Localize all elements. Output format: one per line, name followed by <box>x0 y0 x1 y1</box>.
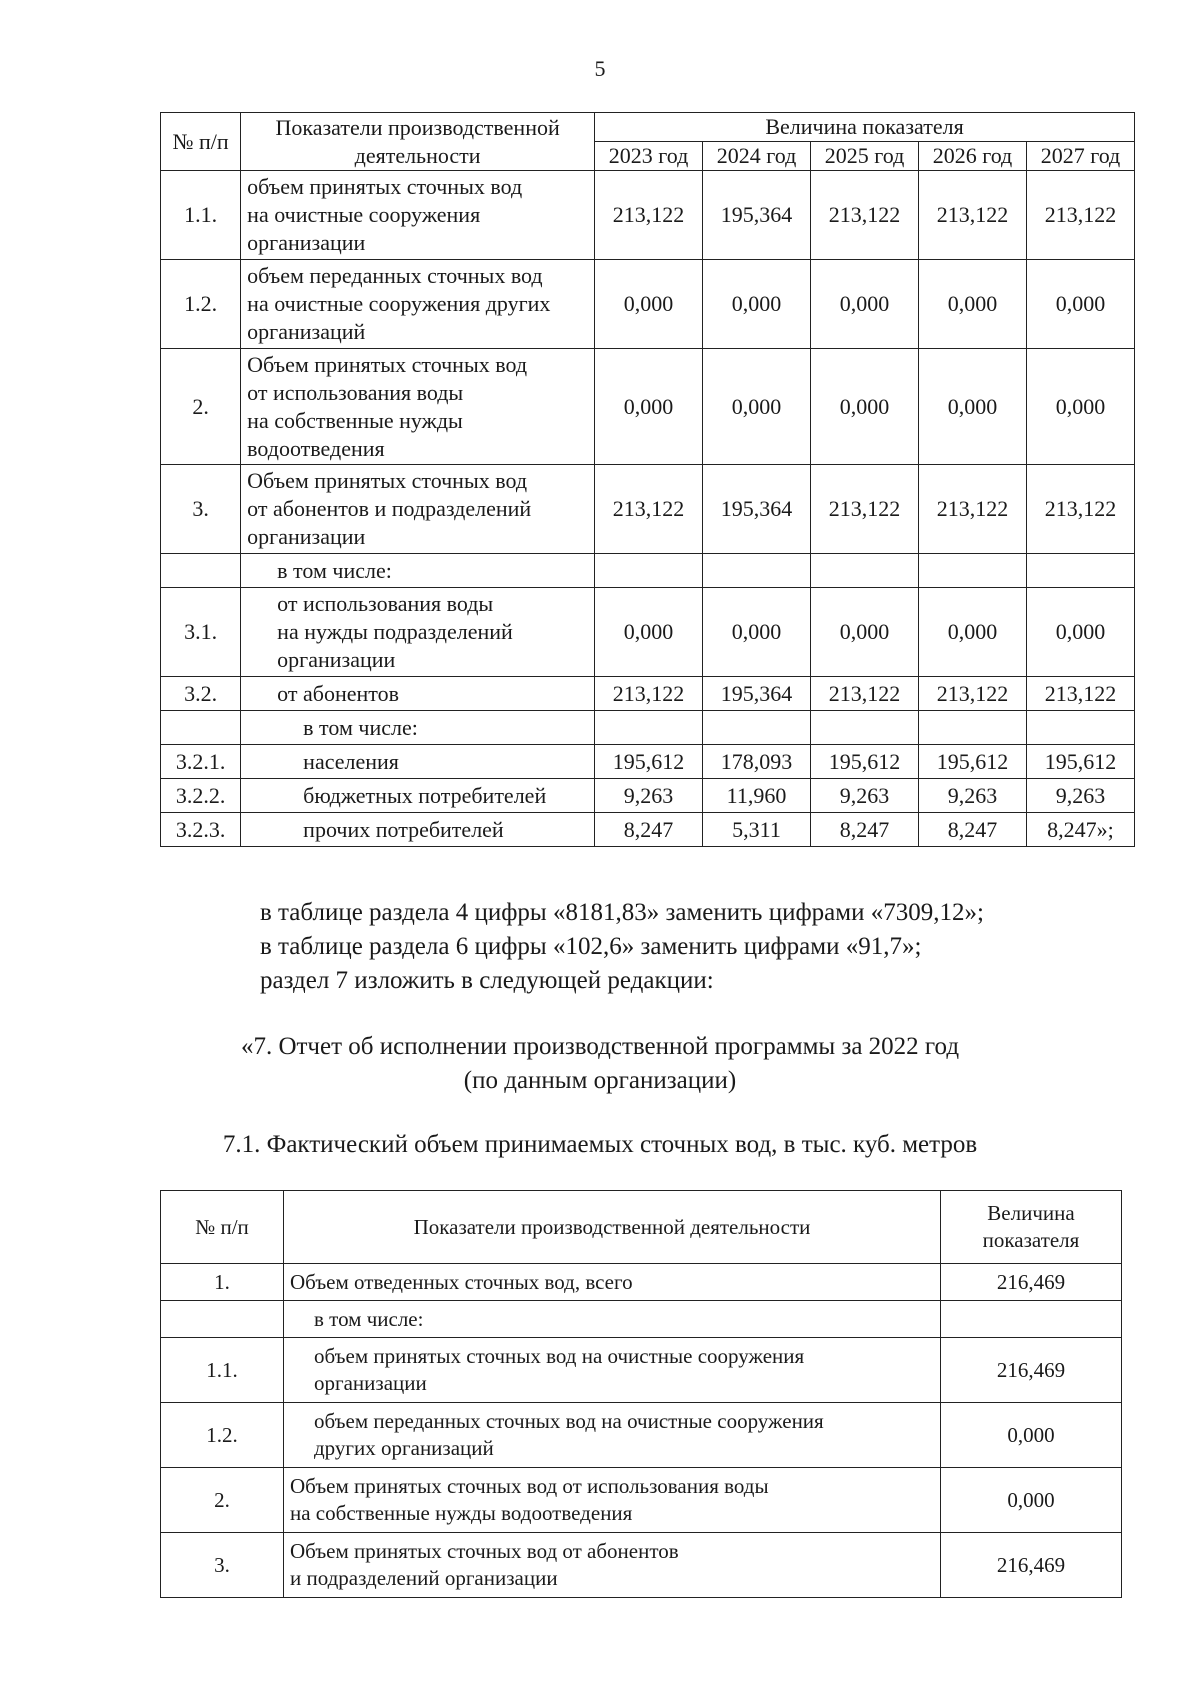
row-indicator <box>241 465 595 554</box>
row-value: 8,247 <box>595 813 703 847</box>
row-value: 9,263 <box>919 779 1027 813</box>
row-number: 3.2.3. <box>161 813 241 847</box>
indicator-line: объем принятых сточных вод на очистные сооружения <box>314 1344 805 1368</box>
indicator-line: в том числе: <box>314 1306 424 1331</box>
indicator-line: водоотведения <box>247 435 385 461</box>
row-number: 1.1. <box>161 171 241 260</box>
row-value <box>811 554 919 588</box>
row-value: 0,000 <box>941 1403 1122 1468</box>
row-value: 213,122 <box>1026 171 1134 260</box>
row-value: 9,263 <box>1026 779 1134 813</box>
column-header-indicator: Показатели производственной деятельности <box>284 1191 941 1264</box>
row-value: 195,612 <box>919 745 1027 779</box>
table-row <box>161 171 1135 260</box>
row-value <box>703 554 811 588</box>
row-value: 213,122 <box>595 677 703 711</box>
row-indicator <box>284 1468 941 1533</box>
row-value: 213,122 <box>919 677 1027 711</box>
indicator-line: в том числе: <box>303 714 418 740</box>
row-indicator <box>241 171 595 260</box>
row-value: 213,122 <box>919 171 1027 260</box>
row-value: 0,000 <box>703 588 811 677</box>
row-number: 1.2. <box>161 1403 284 1468</box>
row-value: 0,000 <box>919 260 1027 349</box>
column-header-year: 2027 год <box>1026 142 1134 171</box>
row-value: 195,364 <box>703 677 811 711</box>
table-header-row <box>161 113 1135 142</box>
indicator-line: Объем отведенных сточных вод, всего <box>290 1269 633 1294</box>
indicator-line: и подразделений организации <box>290 1566 558 1590</box>
row-value: 195,612 <box>811 745 919 779</box>
row-number: 3.1. <box>161 588 241 677</box>
row-value <box>941 1301 1122 1338</box>
row-value: 216,469 <box>941 1533 1122 1598</box>
indicator-line: от абонентов и подразделений <box>247 496 532 521</box>
table-row <box>161 1264 1122 1301</box>
row-value: 0,000 <box>919 349 1027 465</box>
row-value: 0,000 <box>1026 349 1134 465</box>
row-value: 9,263 <box>811 779 919 813</box>
row-value: 0,000 <box>595 588 703 677</box>
amendment-paragraph: в таблице раздела 6 цифры «102,6» заменить цифрами «91,7»; <box>260 933 922 960</box>
indicator-line: в том числе: <box>277 557 392 583</box>
indicator-line: других организаций <box>314 1436 494 1460</box>
table-row <box>161 588 1135 677</box>
row-number: 3. <box>161 1533 284 1598</box>
row-value: 0,000 <box>703 349 811 465</box>
row-value: 195,364 <box>703 465 811 554</box>
row-value: 11,960 <box>703 779 811 813</box>
indicator-line: прочих потребителей <box>303 816 504 842</box>
table-header-row <box>161 1191 1122 1264</box>
table-row <box>161 349 1135 465</box>
row-number: 2. <box>161 349 241 465</box>
row-value <box>595 554 703 588</box>
row-value: 0,000 <box>941 1468 1122 1533</box>
row-value: 213,122 <box>1026 677 1134 711</box>
row-indicator <box>284 1533 941 1598</box>
row-value: 0,000 <box>595 260 703 349</box>
row-value: 195,364 <box>703 171 811 260</box>
indicator-line: Объем принятых сточных вод от использования воды <box>290 1474 769 1498</box>
column-header-value-line: показателя <box>982 1228 1080 1252</box>
row-value: 195,612 <box>1026 745 1134 779</box>
indicator-line: от абонентов <box>277 680 399 706</box>
table-row <box>161 1301 1122 1338</box>
amendment-paragraph: раздел 7 изложить в следующей редакции: <box>260 967 714 994</box>
row-number: 3.2.1. <box>161 745 241 779</box>
indicator-line: объем принятых сточных вод <box>247 174 523 199</box>
column-header-year: 2026 год <box>919 142 1027 171</box>
row-indicator <box>241 677 595 711</box>
row-number: 1.1. <box>161 1338 284 1403</box>
row-value <box>919 711 1027 745</box>
row-indicator <box>241 779 595 813</box>
column-header-year: 2023 год <box>595 142 703 171</box>
indicator-line: Объем принятых сточных вод от абонентов <box>290 1539 679 1563</box>
row-value: 0,000 <box>811 349 919 465</box>
row-value: 8,247 <box>919 813 1027 847</box>
row-indicator <box>241 711 595 745</box>
row-number: 3. <box>161 465 241 554</box>
indicator-line: на очистные сооружения других <box>247 291 551 316</box>
indicator-line: от использования воды <box>277 591 494 616</box>
amendment-paragraph: в таблице раздела 4 цифры «8181,83» заменить цифрами «7309,12»; <box>260 899 984 926</box>
column-header-num: № п/п <box>161 113 241 171</box>
table-row <box>161 677 1135 711</box>
indicator-line: Объем принятых сточных вод <box>247 468 528 493</box>
row-value: 5,311 <box>703 813 811 847</box>
table-row <box>161 1533 1122 1598</box>
row-value <box>811 711 919 745</box>
table-row <box>161 1403 1122 1468</box>
table-row <box>161 465 1135 554</box>
row-indicator <box>241 554 595 588</box>
column-header-num: № п/п <box>161 1191 284 1264</box>
row-value: 0,000 <box>811 260 919 349</box>
table-row <box>161 779 1135 813</box>
row-value <box>919 554 1027 588</box>
row-value: 8,247 <box>811 813 919 847</box>
row-number: 3.2.2. <box>161 779 241 813</box>
column-header-year: 2025 год <box>811 142 919 171</box>
table-row <box>161 745 1135 779</box>
indicator-line: на собственные нужды водоотведения <box>290 1501 633 1525</box>
row-indicator <box>241 588 595 677</box>
row-number: 2. <box>161 1468 284 1533</box>
row-value: 8,247»; <box>1026 813 1134 847</box>
row-indicator <box>241 260 595 349</box>
indicator-line: от использования воды <box>247 379 464 405</box>
row-value: 213,122 <box>919 465 1027 554</box>
row-indicator <box>284 1301 941 1338</box>
row-indicator <box>284 1264 941 1301</box>
indicator-line: на нужды подразделений <box>277 619 513 644</box>
row-indicator <box>284 1403 941 1468</box>
production-indicators-table <box>160 112 1135 847</box>
table-row <box>161 1468 1122 1533</box>
column-header-year: 2024 год <box>703 142 811 171</box>
row-value <box>1026 554 1134 588</box>
row-value: 213,122 <box>595 465 703 554</box>
table-row <box>161 1338 1122 1403</box>
indicator-line: организации <box>247 524 366 549</box>
row-number <box>161 554 241 588</box>
row-value: 0,000 <box>811 588 919 677</box>
section-title-line1: «7. Отчет об исполнении производственной программы за 2022 год <box>240 1033 960 1060</box>
row-value: 0,000 <box>703 260 811 349</box>
column-header-value-line: Величина <box>987 1201 1075 1225</box>
row-value: 213,122 <box>811 465 919 554</box>
row-value: 213,122 <box>811 677 919 711</box>
indicator-line: населения <box>303 748 399 774</box>
row-indicator <box>241 745 595 779</box>
row-value <box>1026 711 1134 745</box>
column-header-indicator: Показатели производственной деятельности <box>241 113 595 171</box>
table-row <box>161 813 1135 847</box>
indicator-line: на собственные нужды <box>247 407 463 433</box>
row-number <box>161 1301 284 1338</box>
page-number: 5 <box>594 56 606 81</box>
row-value: 216,469 <box>941 1264 1122 1301</box>
row-number <box>161 711 241 745</box>
row-value: 0,000 <box>595 349 703 465</box>
row-indicator <box>241 813 595 847</box>
row-value <box>595 711 703 745</box>
actual-volume-table <box>160 1190 1122 1598</box>
indicator-line: объем переданных сточных вод на очистные сооружения <box>314 1409 824 1433</box>
indicator-line: организации <box>247 230 366 255</box>
indicator-line: организации <box>314 1371 427 1395</box>
subsection-title: 7.1. Фактический объем принимаемых сточных вод, в тыс. куб. метров <box>222 1131 978 1158</box>
row-value: 0,000 <box>919 588 1027 677</box>
row-indicator <box>241 349 595 465</box>
row-value <box>703 711 811 745</box>
row-indicator <box>284 1338 941 1403</box>
indicator-line: организаций <box>247 319 366 344</box>
row-value: 195,612 <box>595 745 703 779</box>
indicator-line: бюджетных потребителей <box>303 782 547 808</box>
table-row <box>161 260 1135 349</box>
row-value: 213,122 <box>595 171 703 260</box>
column-header-value-group: Величина показателя <box>595 113 1135 142</box>
table-row <box>161 554 1135 588</box>
row-value: 213,122 <box>811 171 919 260</box>
indicator-line: Объем принятых сточных вод <box>247 351 528 377</box>
section-title-line2: (по данным организации) <box>463 1067 737 1094</box>
row-value: 213,122 <box>1026 465 1134 554</box>
row-value: 0,000 <box>1026 588 1134 677</box>
column-header-value <box>941 1191 1122 1264</box>
row-number: 3.2. <box>161 677 241 711</box>
indicator-line: организации <box>277 647 396 672</box>
indicator-line: объем переданных сточных вод <box>247 263 543 288</box>
row-value: 216,469 <box>941 1338 1122 1403</box>
indicator-line: на очистные сооружения <box>247 202 481 227</box>
table-row <box>161 711 1135 745</box>
row-value: 9,263 <box>595 779 703 813</box>
row-value: 178,093 <box>703 745 811 779</box>
row-value: 0,000 <box>1026 260 1134 349</box>
row-number: 1. <box>161 1264 284 1301</box>
row-number: 1.2. <box>161 260 241 349</box>
